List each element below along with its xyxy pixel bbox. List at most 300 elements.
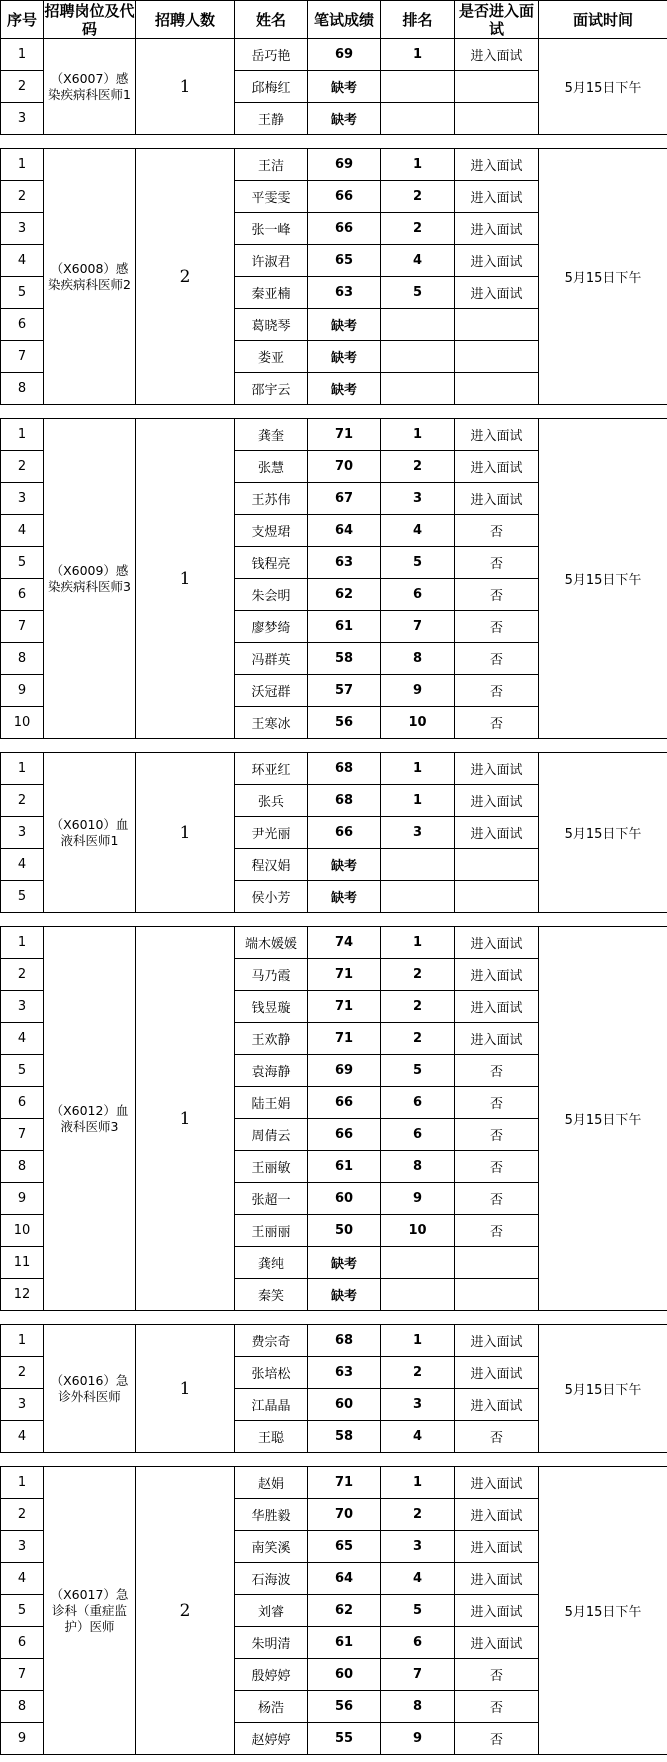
- rank-cell: 9: [381, 675, 455, 707]
- name-cell: 程汉娟: [235, 849, 308, 881]
- score-cell: 71: [308, 1467, 381, 1499]
- seq-cell: 3: [1, 213, 44, 245]
- score-cell: 66: [308, 1087, 381, 1119]
- name-cell: 龚纯: [235, 1247, 308, 1279]
- interview-cell: 进入面试: [455, 451, 539, 483]
- name-cell: 葛晓琴: [235, 309, 308, 341]
- interview-cell: 进入面试: [455, 419, 539, 451]
- score-cell: 57: [308, 675, 381, 707]
- score-cell: 58: [308, 643, 381, 675]
- score-cell: 50: [308, 1215, 381, 1247]
- name-cell: 王聪: [235, 1421, 308, 1453]
- post-cell: （X6008）感染疾病科医师2: [44, 149, 136, 405]
- interview-cell: 进入面试: [455, 213, 539, 245]
- seq-cell: 3: [1, 991, 44, 1023]
- seq-cell: 1: [1, 149, 44, 181]
- name-cell: 沃冠群: [235, 675, 308, 707]
- interview-cell: 进入面试: [455, 181, 539, 213]
- interview-cell: 进入面试: [455, 753, 539, 785]
- separator-cell: [1, 739, 667, 753]
- interview-cell: 否: [455, 643, 539, 675]
- interview-cell: 进入面试: [455, 1467, 539, 1499]
- rank-cell: 5: [381, 1055, 455, 1087]
- interview-cell: [455, 1279, 539, 1311]
- score-cell: 缺考: [308, 103, 381, 135]
- interview-cell: 否: [455, 1087, 539, 1119]
- score-cell: 62: [308, 579, 381, 611]
- post-cell: （X6010）血液科医师1: [44, 753, 136, 913]
- time-cell: 5月15日下午: [539, 149, 667, 405]
- seq-cell: 5: [1, 1055, 44, 1087]
- group-separator: [1, 1453, 667, 1467]
- seq-cell: 8: [1, 373, 44, 405]
- count-cell: 1: [136, 1325, 235, 1453]
- rank-cell: 1: [381, 1467, 455, 1499]
- score-cell: 60: [308, 1183, 381, 1215]
- score-cell: 65: [308, 1531, 381, 1563]
- rank-cell: [381, 309, 455, 341]
- seq-cell: 4: [1, 1563, 44, 1595]
- interview-cell: 进入面试: [455, 149, 539, 181]
- separator-cell: [1, 1453, 667, 1467]
- interview-cell: 进入面试: [455, 1325, 539, 1357]
- rank-cell: 1: [381, 927, 455, 959]
- rank-cell: 2: [381, 451, 455, 483]
- seq-cell: 6: [1, 1087, 44, 1119]
- rank-cell: 5: [381, 547, 455, 579]
- seq-cell: 5: [1, 277, 44, 309]
- name-cell: 端木媛媛: [235, 927, 308, 959]
- rank-cell: 2: [381, 959, 455, 991]
- rank-cell: [381, 103, 455, 135]
- score-cell: 56: [308, 1691, 381, 1723]
- seq-cell: 4: [1, 1023, 44, 1055]
- name-cell: 冯群英: [235, 643, 308, 675]
- seq-cell: 6: [1, 309, 44, 341]
- interview-cell: [455, 1247, 539, 1279]
- name-cell: 刘睿: [235, 1595, 308, 1627]
- score-cell: 58: [308, 1421, 381, 1453]
- name-cell: 秦亚楠: [235, 277, 308, 309]
- name-cell: 环亚红: [235, 753, 308, 785]
- seq-cell: 9: [1, 1723, 44, 1755]
- rank-cell: 5: [381, 277, 455, 309]
- header-count: 招聘人数: [136, 1, 235, 39]
- table-header: [1, 1, 667, 39]
- rank-cell: [381, 373, 455, 405]
- header-rank: 排名: [381, 1, 455, 39]
- interview-cell: 进入面试: [455, 1531, 539, 1563]
- name-cell: 秦笑: [235, 1279, 308, 1311]
- interview-cell: [455, 849, 539, 881]
- rank-cell: 4: [381, 1421, 455, 1453]
- score-cell: 缺考: [308, 373, 381, 405]
- name-cell: 江晶晶: [235, 1389, 308, 1421]
- header-post: 招聘岗位及代码: [44, 1, 135, 38]
- rank-cell: 6: [381, 579, 455, 611]
- name-cell: 朱会明: [235, 579, 308, 611]
- rank-cell: 9: [381, 1183, 455, 1215]
- interview-cell: [455, 373, 539, 405]
- name-cell: 王洁: [235, 149, 308, 181]
- seq-cell: 9: [1, 1183, 44, 1215]
- rank-cell: 1: [381, 149, 455, 181]
- interview-cell: 否: [455, 1055, 539, 1087]
- post-cell: （X6017）急诊科（重症监护）医师: [44, 1467, 136, 1755]
- interview-cell: 否: [455, 1183, 539, 1215]
- seq-cell: 2: [1, 1357, 44, 1389]
- interview-cell: 进入面试: [455, 1389, 539, 1421]
- score-cell: 69: [308, 39, 381, 71]
- score-cell: 61: [308, 611, 381, 643]
- rank-cell: [381, 71, 455, 103]
- rank-cell: 3: [381, 483, 455, 515]
- interview-cell: [455, 309, 539, 341]
- interview-cell: [455, 71, 539, 103]
- interview-cell: 进入面试: [455, 991, 539, 1023]
- score-cell: 63: [308, 547, 381, 579]
- score-cell: 70: [308, 451, 381, 483]
- name-cell: 王丽敏: [235, 1151, 308, 1183]
- interview-cell: 否: [455, 579, 539, 611]
- rank-cell: 1: [381, 753, 455, 785]
- name-cell: 尹光丽: [235, 817, 308, 849]
- rank-cell: 1: [381, 39, 455, 71]
- time-cell: 5月15日下午: [539, 927, 667, 1311]
- seq-cell: 4: [1, 849, 44, 881]
- score-cell: 65: [308, 245, 381, 277]
- score-cell: 缺考: [308, 309, 381, 341]
- name-cell: 杨浩: [235, 1691, 308, 1723]
- table-row: [1, 419, 667, 451]
- seq-cell: 8: [1, 643, 44, 675]
- seq-cell: 7: [1, 1659, 44, 1691]
- interview-cell: [455, 881, 539, 913]
- seq-cell: 1: [1, 1467, 44, 1499]
- name-cell: 邱梅红: [235, 71, 308, 103]
- seq-cell: 4: [1, 245, 44, 277]
- count-cell: 1: [136, 39, 235, 135]
- header-interview: 是否进入面试: [455, 1, 539, 39]
- table-row: [1, 1325, 667, 1357]
- group-separator: [1, 1311, 667, 1325]
- score-cell: 71: [308, 959, 381, 991]
- interview-cell: 否: [455, 1723, 539, 1755]
- rank-cell: 1: [381, 419, 455, 451]
- rank-cell: [381, 1279, 455, 1311]
- header-name: 姓名: [235, 1, 308, 39]
- interview-cell: 否: [455, 547, 539, 579]
- rank-cell: 10: [381, 707, 455, 739]
- score-cell: 71: [308, 419, 381, 451]
- seq-cell: 2: [1, 451, 44, 483]
- interview-cell: 进入面试: [455, 1357, 539, 1389]
- seq-cell: 5: [1, 547, 44, 579]
- seq-cell: 10: [1, 707, 44, 739]
- score-cell: 68: [308, 753, 381, 785]
- interview-cell: 否: [455, 611, 539, 643]
- interview-cell: 进入面试: [455, 785, 539, 817]
- rank-cell: 9: [381, 1723, 455, 1755]
- name-cell: 许淑君: [235, 245, 308, 277]
- rank-cell: 4: [381, 245, 455, 277]
- seq-cell: 12: [1, 1279, 44, 1311]
- interview-cell: 进入面试: [455, 483, 539, 515]
- post-cell: （X6012）血液科医师3: [44, 927, 136, 1311]
- score-cell: 66: [308, 817, 381, 849]
- score-cell: 61: [308, 1151, 381, 1183]
- table-row: [1, 149, 667, 181]
- rank-cell: 4: [381, 1563, 455, 1595]
- score-cell: 63: [308, 277, 381, 309]
- score-cell: 69: [308, 149, 381, 181]
- rank-cell: 7: [381, 611, 455, 643]
- post-cell: （X6009）感染疾病科医师3: [44, 419, 136, 739]
- interview-cell: 进入面试: [455, 1627, 539, 1659]
- rank-cell: 8: [381, 1151, 455, 1183]
- score-cell: 缺考: [308, 881, 381, 913]
- post-cell: （X6016）急诊外科医师: [44, 1325, 136, 1453]
- score-cell: 62: [308, 1595, 381, 1627]
- seq-cell: 3: [1, 817, 44, 849]
- name-cell: 陆王娟: [235, 1087, 308, 1119]
- group-separator: [1, 739, 667, 753]
- name-cell: 赵婷婷: [235, 1723, 308, 1755]
- score-cell: 68: [308, 785, 381, 817]
- interview-cell: 进入面试: [455, 1563, 539, 1595]
- score-cell: 55: [308, 1723, 381, 1755]
- name-cell: 石海波: [235, 1563, 308, 1595]
- rank-cell: 2: [381, 991, 455, 1023]
- name-cell: 龚奎: [235, 419, 308, 451]
- rank-cell: 7: [381, 1659, 455, 1691]
- separator-cell: [1, 913, 667, 927]
- rank-cell: 2: [381, 213, 455, 245]
- seq-cell: 3: [1, 1389, 44, 1421]
- count-cell: 1: [136, 419, 235, 739]
- score-cell: 66: [308, 213, 381, 245]
- rank-cell: 4: [381, 515, 455, 547]
- score-cell: 缺考: [308, 71, 381, 103]
- name-cell: 朱明清: [235, 1627, 308, 1659]
- rank-cell: 1: [381, 785, 455, 817]
- rank-cell: 2: [381, 1357, 455, 1389]
- score-cell: 74: [308, 927, 381, 959]
- interview-cell: [455, 103, 539, 135]
- rank-cell: 2: [381, 1023, 455, 1055]
- seq-cell: 2: [1, 181, 44, 213]
- score-cell: 71: [308, 991, 381, 1023]
- seq-cell: 3: [1, 483, 44, 515]
- seq-cell: 2: [1, 785, 44, 817]
- seq-cell: 5: [1, 1595, 44, 1627]
- interview-cell: 进入面试: [455, 245, 539, 277]
- rank-cell: 8: [381, 643, 455, 675]
- group-separator: [1, 405, 667, 419]
- interview-cell: 进入面试: [455, 1499, 539, 1531]
- rank-cell: 10: [381, 1215, 455, 1247]
- score-cell: 63: [308, 1357, 381, 1389]
- name-cell: 邵宇云: [235, 373, 308, 405]
- score-cell: 56: [308, 707, 381, 739]
- interview-cell: 进入面试: [455, 277, 539, 309]
- interview-cell: 进入面试: [455, 39, 539, 71]
- group-separator: [1, 913, 667, 927]
- score-cell: 69: [308, 1055, 381, 1087]
- name-cell: 袁海静: [235, 1055, 308, 1087]
- rank-cell: 2: [381, 181, 455, 213]
- name-cell: 王苏伟: [235, 483, 308, 515]
- name-cell: 王寒冰: [235, 707, 308, 739]
- name-cell: 张超一: [235, 1183, 308, 1215]
- interview-cell: 否: [455, 1691, 539, 1723]
- header-score: 笔试成绩: [308, 1, 381, 39]
- name-cell: 钱昱璇: [235, 991, 308, 1023]
- interview-cell: 否: [455, 515, 539, 547]
- table-row: [1, 753, 667, 785]
- table-row: [1, 1467, 667, 1499]
- interview-cell: 否: [455, 1421, 539, 1453]
- count-cell: 2: [136, 1467, 235, 1755]
- score-cell: 67: [308, 483, 381, 515]
- seq-cell: 11: [1, 1247, 44, 1279]
- rank-cell: 5: [381, 1595, 455, 1627]
- score-cell: 64: [308, 515, 381, 547]
- seq-cell: 10: [1, 1215, 44, 1247]
- seq-cell: 5: [1, 881, 44, 913]
- interview-cell: 否: [455, 707, 539, 739]
- score-cell: 缺考: [308, 1279, 381, 1311]
- name-cell: 钱程亮: [235, 547, 308, 579]
- seq-cell: 2: [1, 1499, 44, 1531]
- seq-cell: 4: [1, 515, 44, 547]
- name-cell: 岳巧艳: [235, 39, 308, 71]
- seq-cell: 6: [1, 1627, 44, 1659]
- seq-cell: 3: [1, 103, 44, 135]
- seq-cell: 6: [1, 579, 44, 611]
- table-body: [1, 39, 667, 1755]
- interview-cell: 进入面试: [455, 927, 539, 959]
- name-cell: 娄亚: [235, 341, 308, 373]
- score-cell: 71: [308, 1023, 381, 1055]
- name-cell: 支煜珺: [235, 515, 308, 547]
- separator-cell: [1, 135, 667, 149]
- score-cell: 64: [308, 1563, 381, 1595]
- name-cell: 马乃霞: [235, 959, 308, 991]
- rank-cell: 6: [381, 1627, 455, 1659]
- time-cell: 5月15日下午: [539, 1467, 667, 1755]
- rank-cell: 6: [381, 1087, 455, 1119]
- count-cell: 1: [136, 753, 235, 913]
- header-time: 面试时间: [539, 1, 667, 39]
- time-cell: 5月15日下午: [539, 39, 667, 135]
- name-cell: 王欢静: [235, 1023, 308, 1055]
- separator-cell: [1, 405, 667, 419]
- interview-cell: 否: [455, 1215, 539, 1247]
- rank-cell: 1: [381, 1325, 455, 1357]
- seq-cell: 7: [1, 341, 44, 373]
- score-cell: 缺考: [308, 849, 381, 881]
- name-cell: 赵娟: [235, 1467, 308, 1499]
- time-cell: 5月15日下午: [539, 753, 667, 913]
- header-seq: 序号: [1, 1, 44, 39]
- score-cell: 68: [308, 1325, 381, 1357]
- rank-cell: 8: [381, 1691, 455, 1723]
- interview-cell: [455, 341, 539, 373]
- name-cell: 周倩云: [235, 1119, 308, 1151]
- seq-cell: 2: [1, 71, 44, 103]
- interview-cell: 进入面试: [455, 1023, 539, 1055]
- name-cell: 张一峰: [235, 213, 308, 245]
- score-cell: 70: [308, 1499, 381, 1531]
- interview-cell: 进入面试: [455, 1595, 539, 1627]
- interview-cell: 否: [455, 675, 539, 707]
- score-cell: 缺考: [308, 1247, 381, 1279]
- score-cell: 60: [308, 1659, 381, 1691]
- seq-cell: 1: [1, 753, 44, 785]
- time-cell: 5月15日下午: [539, 1325, 667, 1453]
- seq-cell: 1: [1, 419, 44, 451]
- table-row: [1, 927, 667, 959]
- post-cell: （X6007）感染疾病科医师1: [44, 39, 136, 135]
- name-cell: 费宗奇: [235, 1325, 308, 1357]
- name-cell: 张培松: [235, 1357, 308, 1389]
- name-cell: 平雯雯: [235, 181, 308, 213]
- rank-cell: 3: [381, 1389, 455, 1421]
- score-cell: 60: [308, 1389, 381, 1421]
- score-cell: 66: [308, 1119, 381, 1151]
- separator-cell: [1, 1311, 667, 1325]
- score-cell: 61: [308, 1627, 381, 1659]
- name-cell: 廖梦绮: [235, 611, 308, 643]
- score-cell: 66: [308, 181, 381, 213]
- name-cell: 张兵: [235, 785, 308, 817]
- interview-cell: 否: [455, 1151, 539, 1183]
- seq-cell: 7: [1, 1119, 44, 1151]
- score-cell: 缺考: [308, 341, 381, 373]
- interview-cell: 否: [455, 1119, 539, 1151]
- name-cell: 华胜毅: [235, 1499, 308, 1531]
- rank-cell: [381, 341, 455, 373]
- name-cell: 张慧: [235, 451, 308, 483]
- interview-cell: 进入面试: [455, 817, 539, 849]
- seq-cell: 4: [1, 1421, 44, 1453]
- count-cell: 2: [136, 149, 235, 405]
- name-cell: 殷婷婷: [235, 1659, 308, 1691]
- seq-cell: 1: [1, 39, 44, 71]
- rank-cell: 3: [381, 817, 455, 849]
- name-cell: 王丽丽: [235, 1215, 308, 1247]
- seq-cell: 8: [1, 1151, 44, 1183]
- rank-cell: 3: [381, 1531, 455, 1563]
- count-cell: 1: [136, 927, 235, 1311]
- seq-cell: 1: [1, 927, 44, 959]
- name-cell: 南笑溪: [235, 1531, 308, 1563]
- table-row: [1, 39, 667, 71]
- interview-cell: 否: [455, 1659, 539, 1691]
- seq-cell: 8: [1, 1691, 44, 1723]
- seq-cell: 3: [1, 1531, 44, 1563]
- rank-cell: 6: [381, 1119, 455, 1151]
- seq-cell: 1: [1, 1325, 44, 1357]
- name-cell: 侯小芳: [235, 881, 308, 913]
- rank-cell: 2: [381, 1499, 455, 1531]
- rank-cell: [381, 881, 455, 913]
- interview-cell: 进入面试: [455, 959, 539, 991]
- rank-cell: [381, 849, 455, 881]
- time-cell: 5月15日下午: [539, 419, 667, 739]
- group-separator: [1, 135, 667, 149]
